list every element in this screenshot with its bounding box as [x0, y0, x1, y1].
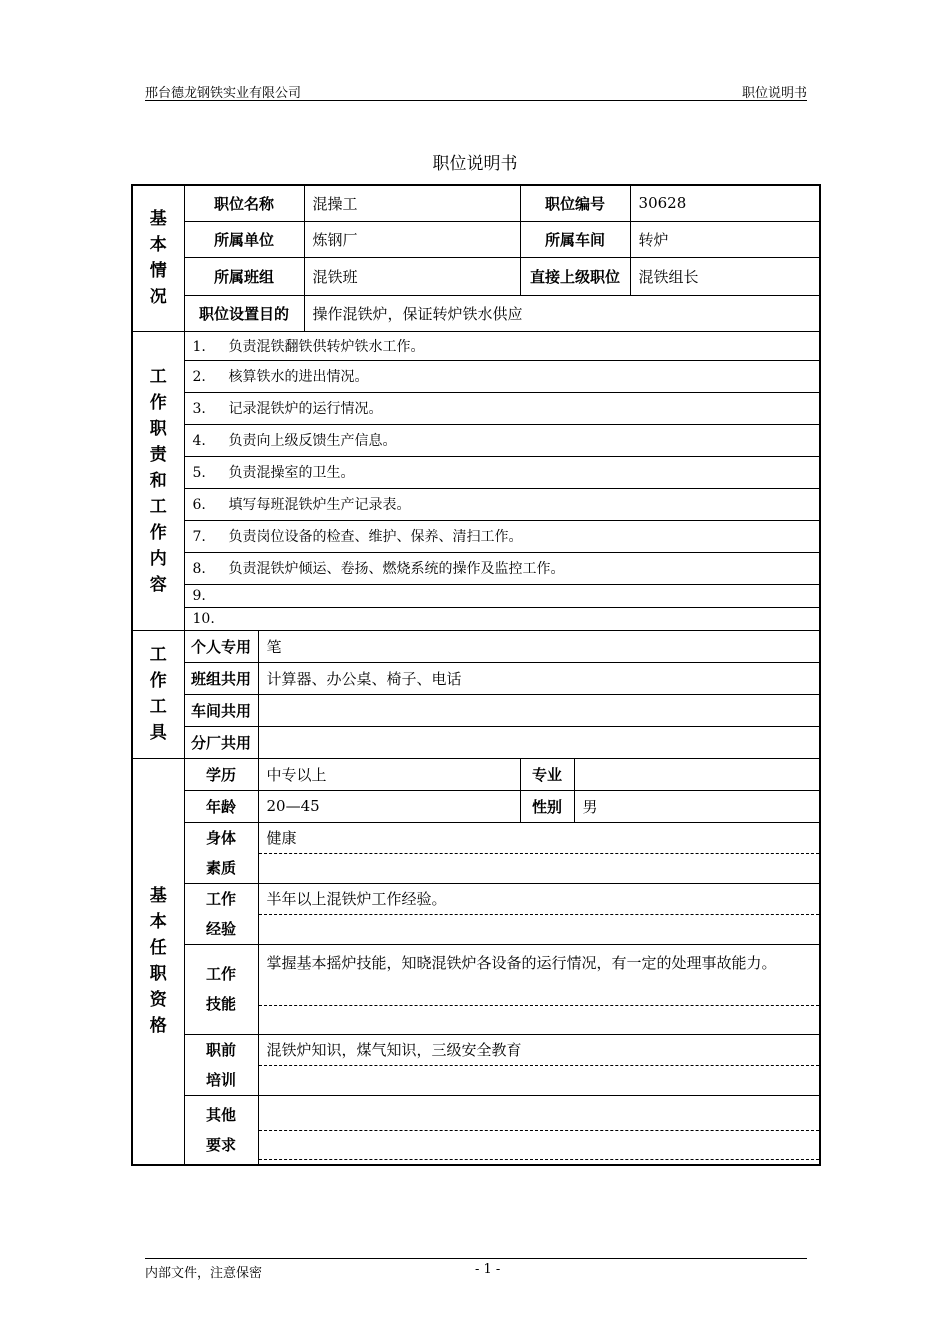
- label-tool-workshop: 车间共用: [184, 694, 258, 726]
- page-footer: [145, 1258, 807, 1283]
- value-unit: 炼钢厂: [304, 221, 520, 257]
- value-workshop: 转炉: [630, 221, 820, 257]
- page-title: 职位说明书: [432, 154, 518, 174]
- duty-item: 6. 填写每班混铁炉生产记录表。: [184, 488, 820, 520]
- duty-item: 9.: [184, 584, 820, 607]
- value-tool-plant: [258, 726, 820, 758]
- value-gender: 男: [574, 790, 820, 822]
- section-duties: 工 作 职 责 和 工 作 内 容: [132, 331, 184, 630]
- label-workshop: 所属车间: [520, 221, 630, 257]
- page-header: [145, 81, 807, 101]
- duty-item: 5. 负责混操室的卫生。: [184, 456, 820, 488]
- company-name: 邢台德龙钢铁实业有限公司: [145, 86, 302, 101]
- value-superior: 混铁组长: [630, 257, 820, 295]
- duty-item: 8. 负责混铁炉倾运、卷扬、燃烧系统的操作及监控工作。: [184, 552, 820, 584]
- value-tool-personal: 笔: [258, 630, 820, 662]
- value-skills: 掌握基本摇炉技能，知晓混铁炉各设备的运行情况，有一定的处理事故能力。: [258, 944, 820, 1034]
- label-superior: 直接上级职位: [520, 257, 630, 295]
- duty-item: 1. 负责混铁翻铁供转炉铁水工作。: [184, 331, 820, 360]
- label-tool-team: 班组共用: [184, 662, 258, 694]
- value-training: 混铁炉知识，煤气知识，三级安全教育: [258, 1034, 820, 1095]
- duty-item: 3. 记录混铁炉的运行情况。: [184, 392, 820, 424]
- value-physical: 健康: [258, 822, 820, 883]
- value-other: [258, 1095, 820, 1165]
- label-tool-plant: 分厂共用: [184, 726, 258, 758]
- value-pos-name: 混操工: [304, 185, 520, 221]
- duty-item: 2. 核算铁水的进出情况。: [184, 360, 820, 392]
- section-qualifications: 基 本 任 职 资 格: [132, 758, 184, 1165]
- label-pos-name: 职位名称: [184, 185, 304, 221]
- label-training: 职前 培训: [184, 1034, 258, 1095]
- label-age: 年龄: [184, 790, 258, 822]
- label-experience: 工作 经验: [184, 883, 258, 944]
- value-purpose: 操作混铁炉，保证转炉铁水供应: [304, 295, 820, 331]
- value-experience: 半年以上混铁炉工作经验。: [258, 883, 820, 944]
- value-pos-code: 30628: [630, 185, 820, 221]
- doc-type: 职位说明书: [741, 86, 807, 101]
- value-team: 混铁班: [304, 257, 520, 295]
- duty-item: 7. 负责岗位设备的检查、维护、保养、清扫工作。: [184, 520, 820, 552]
- label-physical: 身体 素质: [184, 822, 258, 883]
- value-education: 中专以上: [258, 758, 520, 790]
- page-number: - 1 -: [475, 1262, 501, 1277]
- label-skills: 工作 技能: [184, 944, 258, 1034]
- label-purpose: 职位设置目的: [184, 295, 304, 331]
- value-tool-workshop: [258, 694, 820, 726]
- duty-item: 10.: [184, 607, 820, 630]
- label-education: 学历: [184, 758, 258, 790]
- label-gender: 性别: [520, 790, 574, 822]
- label-pos-code: 职位编号: [520, 185, 630, 221]
- value-major: [574, 758, 820, 790]
- job-description-table: [131, 184, 821, 1166]
- value-tool-team: 计算器、办公桌、椅子、电话: [258, 662, 820, 694]
- section-basic: 基 本 情 况: [132, 185, 184, 331]
- label-team: 所属班组: [184, 257, 304, 295]
- section-tools: 工 作 工 具: [132, 630, 184, 758]
- label-unit: 所属单位: [184, 221, 304, 257]
- confidential-note: 内部文件，注意保密: [145, 1266, 263, 1281]
- label-major: 专业: [520, 758, 574, 790]
- label-other: 其他 要求: [184, 1095, 258, 1165]
- label-tool-personal: 个人专用: [184, 630, 258, 662]
- duty-item: 4. 负责向上级反馈生产信息。: [184, 424, 820, 456]
- value-age: 20—45: [258, 790, 520, 822]
